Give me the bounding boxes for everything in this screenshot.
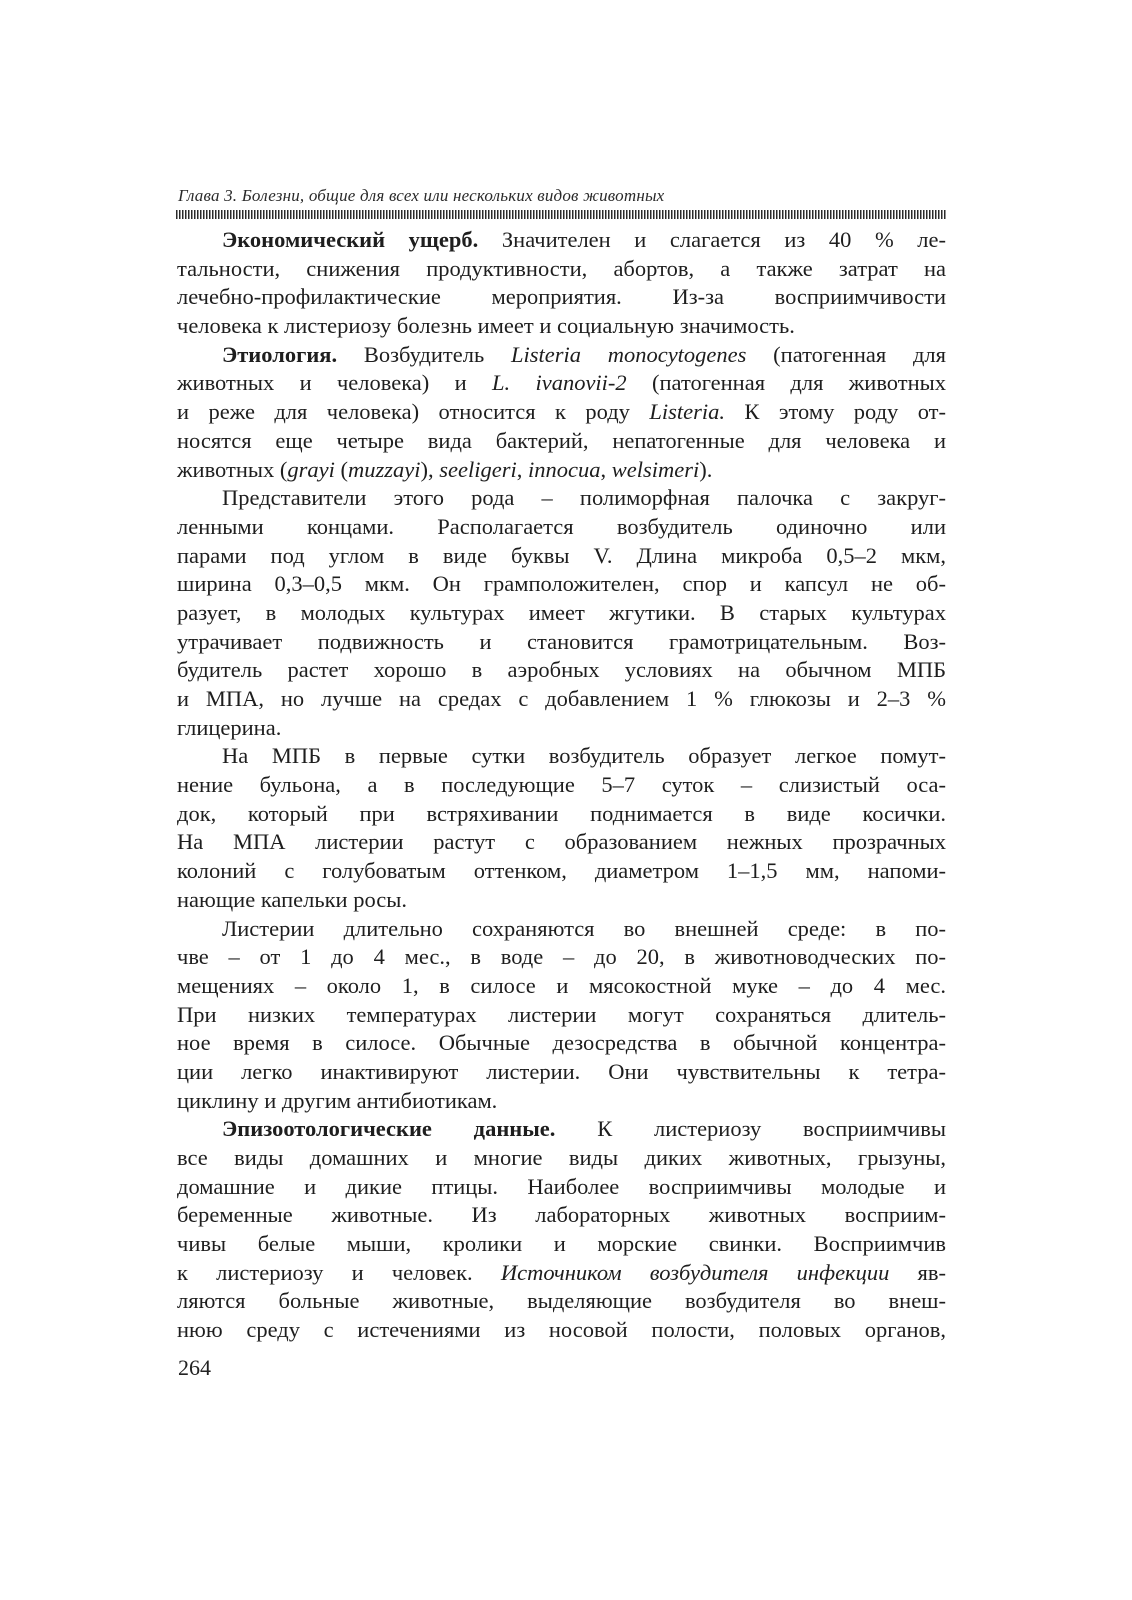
text-line <box>177 943 946 972</box>
text-run: Представители этого рода – полиморфная палочка с закруг- <box>222 485 946 511</box>
text-line <box>177 369 946 398</box>
text-line <box>177 742 946 771</box>
text-line <box>177 1087 946 1116</box>
text-line <box>177 1144 946 1173</box>
text-line <box>177 1115 946 1144</box>
text-line <box>177 628 946 657</box>
text-run: Листерии длительно сохраняются во внешней среде: в по- <box>222 915 946 941</box>
text-line <box>177 484 946 513</box>
text-line <box>177 1259 946 1288</box>
italic-term: seeligeri <box>439 456 517 482</box>
text-run: , <box>600 456 612 482</box>
text-line <box>177 800 946 829</box>
text-run: К листериозу восприимчивы <box>555 1116 947 1142</box>
text-line <box>177 456 946 485</box>
italic-term: Listeria monocytogenes <box>510 341 747 367</box>
text-line <box>177 1287 946 1316</box>
text-run: ( <box>334 456 348 482</box>
text-run: Возбудитель <box>337 341 511 367</box>
text-run: На МПА листерии растут с образованием нежных прозрачных <box>177 829 946 855</box>
text-run: (патогенная для <box>746 341 946 367</box>
text-line <box>177 1173 946 1202</box>
text-run: яв- <box>889 1259 947 1285</box>
text-run: нюю среду с истечениями из носовой полости, половых органов, <box>177 1317 946 1343</box>
text-line <box>177 1230 946 1259</box>
run-in-heading: Эпизоотологические данные. <box>222 1116 556 1142</box>
text-run: циклину и другим антибиотикам. <box>177 1087 498 1113</box>
text-run: будитель растет хорошо в аэробных условиях на обычном МПБ <box>177 657 946 683</box>
text-run: и МПА, но лучше на средах с добавлением 1 % глюкозы и 2–3 % <box>177 686 946 711</box>
run-in-heading: Этиология. <box>222 341 338 367</box>
text-line <box>177 1201 946 1230</box>
running-head: Глава 3. Болезни, общие для всех или нескольких видов животных <box>178 186 665 205</box>
italic-term: Источником возбудителя инфекции <box>500 1259 890 1285</box>
text-run: животных ( <box>177 456 288 482</box>
text-line <box>177 542 946 571</box>
text-run: мещениях – около 1, в силосе и мясокостной муке – до 4 мес. <box>177 972 946 998</box>
text-run: ляются больные животные, выделяющие возбудителя во внеш- <box>177 1288 946 1314</box>
text-run: колоний с голубоватым оттенком, диаметром 1–1,5 мм, напоми- <box>177 858 946 884</box>
paragraph <box>177 341 946 484</box>
text-line <box>177 312 946 341</box>
text-line <box>177 341 946 370</box>
text-run: разует, в молодых культурах имеет жгутики. В старых культурах <box>177 599 946 625</box>
italic-term: Listeria. <box>649 399 725 425</box>
text-line <box>177 857 946 886</box>
paragraph <box>177 915 946 1116</box>
text-run: чивы белые мыши, кролики и морские свинки. Восприимчив <box>177 1231 946 1257</box>
text-run: При низких температурах листерии могут сохраняться длитель- <box>177 1001 946 1027</box>
paragraph <box>177 742 946 914</box>
text-run: чве – от 1 до 4 мес., в воде – до 20, в животноводческих по- <box>177 944 946 970</box>
text-run: ции легко инактивируют листерии. Они чувствительны к тетра- <box>177 1058 946 1084</box>
text-line <box>177 255 946 284</box>
text-run: животных и человека) и <box>177 370 492 396</box>
text-line <box>177 1316 946 1345</box>
text-line <box>177 513 946 542</box>
text-line <box>177 1029 946 1058</box>
text-line <box>177 599 946 628</box>
paragraph <box>177 484 946 742</box>
text-run: ширина 0,3–0,5 мкм. Он грамположителен, спор и капсул не об- <box>177 571 946 597</box>
page-number: 264 <box>178 1355 211 1380</box>
text-line <box>177 828 946 857</box>
italic-term: L. ivanovii-2 <box>491 370 627 396</box>
text-run: утрачивает подвижность и становится грамотрицательным. Воз- <box>177 628 946 654</box>
text-run: носятся еще четыре вида бактерий, непатогенные для человека и <box>177 427 946 453</box>
text-run: и реже для человека) относится к роду <box>177 399 650 425</box>
text-run: ). <box>699 456 713 482</box>
text-run: к листериозу и человек. <box>177 1259 501 1285</box>
text-line <box>177 283 946 312</box>
text-run: тальности, снижения продуктивности, абортов, а также затрат на <box>177 255 946 281</box>
body-text <box>177 226 946 1345</box>
text-run: Значителен и слагается из 40 % ле- <box>478 227 946 252</box>
text-line <box>177 656 946 685</box>
text-run: док, который при встряхивании поднимается в виде косички. <box>177 800 946 826</box>
text-run: нающие капельки росы. <box>177 886 407 912</box>
text-line <box>177 1058 946 1087</box>
text-run: парами под углом в виде буквы V. Длина микроба 0,5–2 мкм, <box>177 542 946 568</box>
italic-term: welsimeri <box>611 456 700 482</box>
text-run: К этому роду от- <box>725 399 946 425</box>
text-line <box>177 685 946 714</box>
text-run: человека к листериозу болезнь имеет и социальную значимость. <box>177 313 795 339</box>
italic-term: grayi <box>287 456 335 482</box>
header-rule <box>176 210 946 219</box>
text-run: нение бульона, а в последующие 5–7 суток – слизистый оса- <box>177 772 946 798</box>
text-run: все виды домашних и многие виды диких животных, грызуны, <box>177 1145 946 1170</box>
text-line <box>177 886 946 915</box>
text-run: (патогенная для животных <box>626 370 946 396</box>
text-line <box>177 398 946 427</box>
text-line <box>177 771 946 800</box>
text-line <box>177 427 946 456</box>
paragraph <box>177 1115 946 1345</box>
text-line <box>177 226 946 255</box>
text-run: беременные животные. Из лабораторных животных восприим- <box>177 1202 946 1228</box>
text-run: ), <box>420 456 440 482</box>
text-line <box>177 570 946 599</box>
text-run: домашние и дикие птицы. Наиболее восприимчивы молодые и <box>177 1173 946 1199</box>
text-line <box>177 1001 946 1030</box>
text-run: глицерина. <box>177 714 282 740</box>
italic-term: innocua <box>527 456 601 482</box>
text-run: ное время в силосе. Обычные дезосредства в обычной концентра- <box>177 1030 946 1056</box>
text-run: лечебно-профилактические мероприятия. Из-за восприимчивости <box>177 284 946 310</box>
text-run: , <box>516 456 528 482</box>
run-in-heading: Экономический ущерб. <box>222 227 479 252</box>
text-run: ленными концами. Располагается возбудитель одиночно или <box>177 513 946 539</box>
italic-term: muzzayi <box>348 456 421 482</box>
text-run: На МПБ в первые сутки возбудитель образует легкое помут- <box>222 743 946 769</box>
paragraph <box>177 226 946 341</box>
text-line <box>177 972 946 1001</box>
text-line <box>177 714 946 743</box>
text-line <box>177 915 946 944</box>
